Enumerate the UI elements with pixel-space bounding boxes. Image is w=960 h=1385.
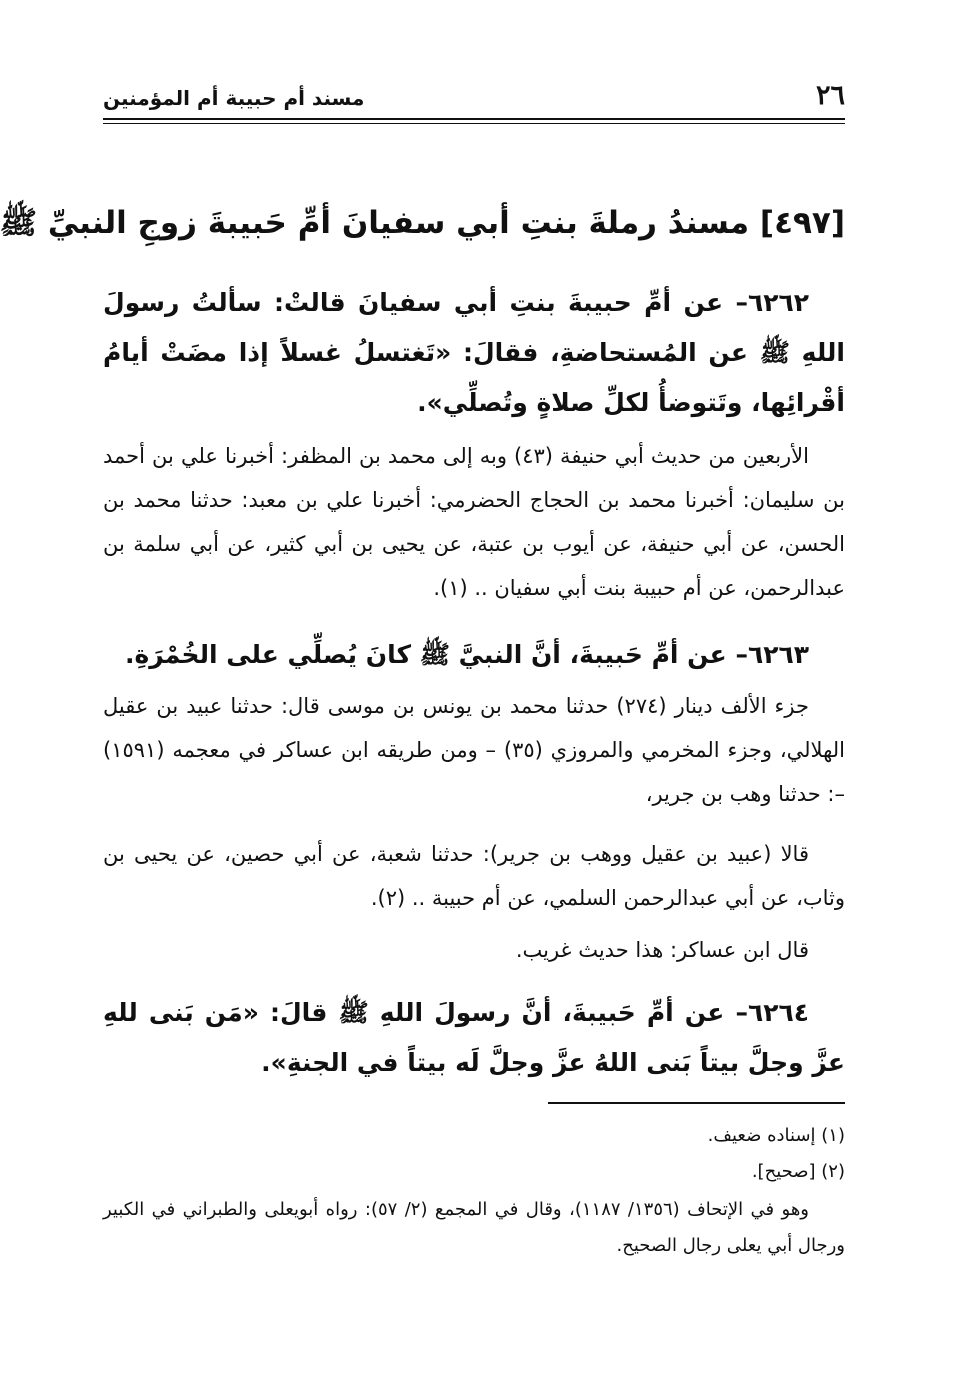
footnote-2-note: وهو في الإتحاف (١٣٥٦/ ١١٨٧)، وقال في المجمع (٢/ ٥٧): رواه أبويعلى والطبراني في الكبير ورجال أبي يعلى رجال الصحيح.: [103, 1199, 845, 1256]
takhrij-6263-b: قالا (عبيد بن عقيل ووهب بن جرير): حدثنا شعبة، عن أبي حصين، عن يحيى بن وثاب، عن أبي عبدالرحمن السلمي، عن أم حبيبة .. (٢).: [103, 842, 845, 910]
page-number: ٢٦: [815, 80, 845, 111]
footnote-divider: [548, 1102, 845, 1104]
footnote-1: (١) إسناده ضعيف.: [707, 1125, 845, 1146]
hadith-6264: ٦٢٦٤– عن أمِّ حَبيبةَ، أنَّ رسولَ اللهِ ﷺ قالَ: «مَن بَنى للهِ عزَّ وجلَّ بيتاً بَنى اللهُ عزَّ وجلَّ لَه بيتاً في الجنةِ».: [103, 998, 845, 1077]
takhrij-6263-a: جزء الألف دينار (٢٧٤) حدثنا محمد بن يونس بن موسى قال: حدثنا عبيد بن عقيل الهلالي، وجزء المخرمي والمروزي (٣٥) – ومن طريقه ابن عساكر في معجمه (١٥٩١) –: حدثنا وهب بن جرير،: [103, 694, 845, 806]
footnote-2: (٢) [صحيح].: [751, 1161, 845, 1182]
running-header: [103, 78, 845, 120]
header-rule: [103, 123, 845, 124]
running-title: مسند أم حبيبة أم المؤمنين: [103, 86, 365, 110]
hadith-6262: ٦٢٦٢– عن أمِّ حبيبةَ بنتِ أبي سفيانَ قالتْ: سألتُ رسولَ اللهِ ﷺ عن المُستحاضةِ، فقالَ: «تَغتسلُ غسلاً إذا مضَتْ أيامُ أقْرائِها، وتَتوضأُ لكلِّ صلاةٍ وتُصلِّي».: [103, 288, 845, 417]
section-title: [٤٩٧] مسندُ رملةَ بنتِ أبي سفيانَ أمِّ حَبيبةَ زوجِ النبيِّ ﷺ: [0, 205, 845, 241]
hadith-6263: ٦٢٦٣– عن أمِّ حَبيبةَ، أنَّ النبيَّ ﷺ كانَ يُصلِّي على الخُمْرَةِ.: [124, 640, 809, 669]
takhrij-6263-c: قال ابن عساكر: هذا حديث غريب.: [515, 938, 809, 962]
takhrij-6262: الأربعين من حديث أبي حنيفة (٤٣) وبه إلى محمد بن المظفر: أخبرنا علي بن أحمد بن سليمان: أخبرنا محمد بن الحجاج الحضرمي: أخبرنا علي بن معبد: حدثنا محمد بن الحسن، عن أبي حنيفة، عن أيوب بن عتبة، عن يحيى بن أبي كثير، عن أبي سلمة بن عبدالرحمن، عن أم حبيبة بنت أبي سفيان .. (١).: [103, 444, 845, 600]
